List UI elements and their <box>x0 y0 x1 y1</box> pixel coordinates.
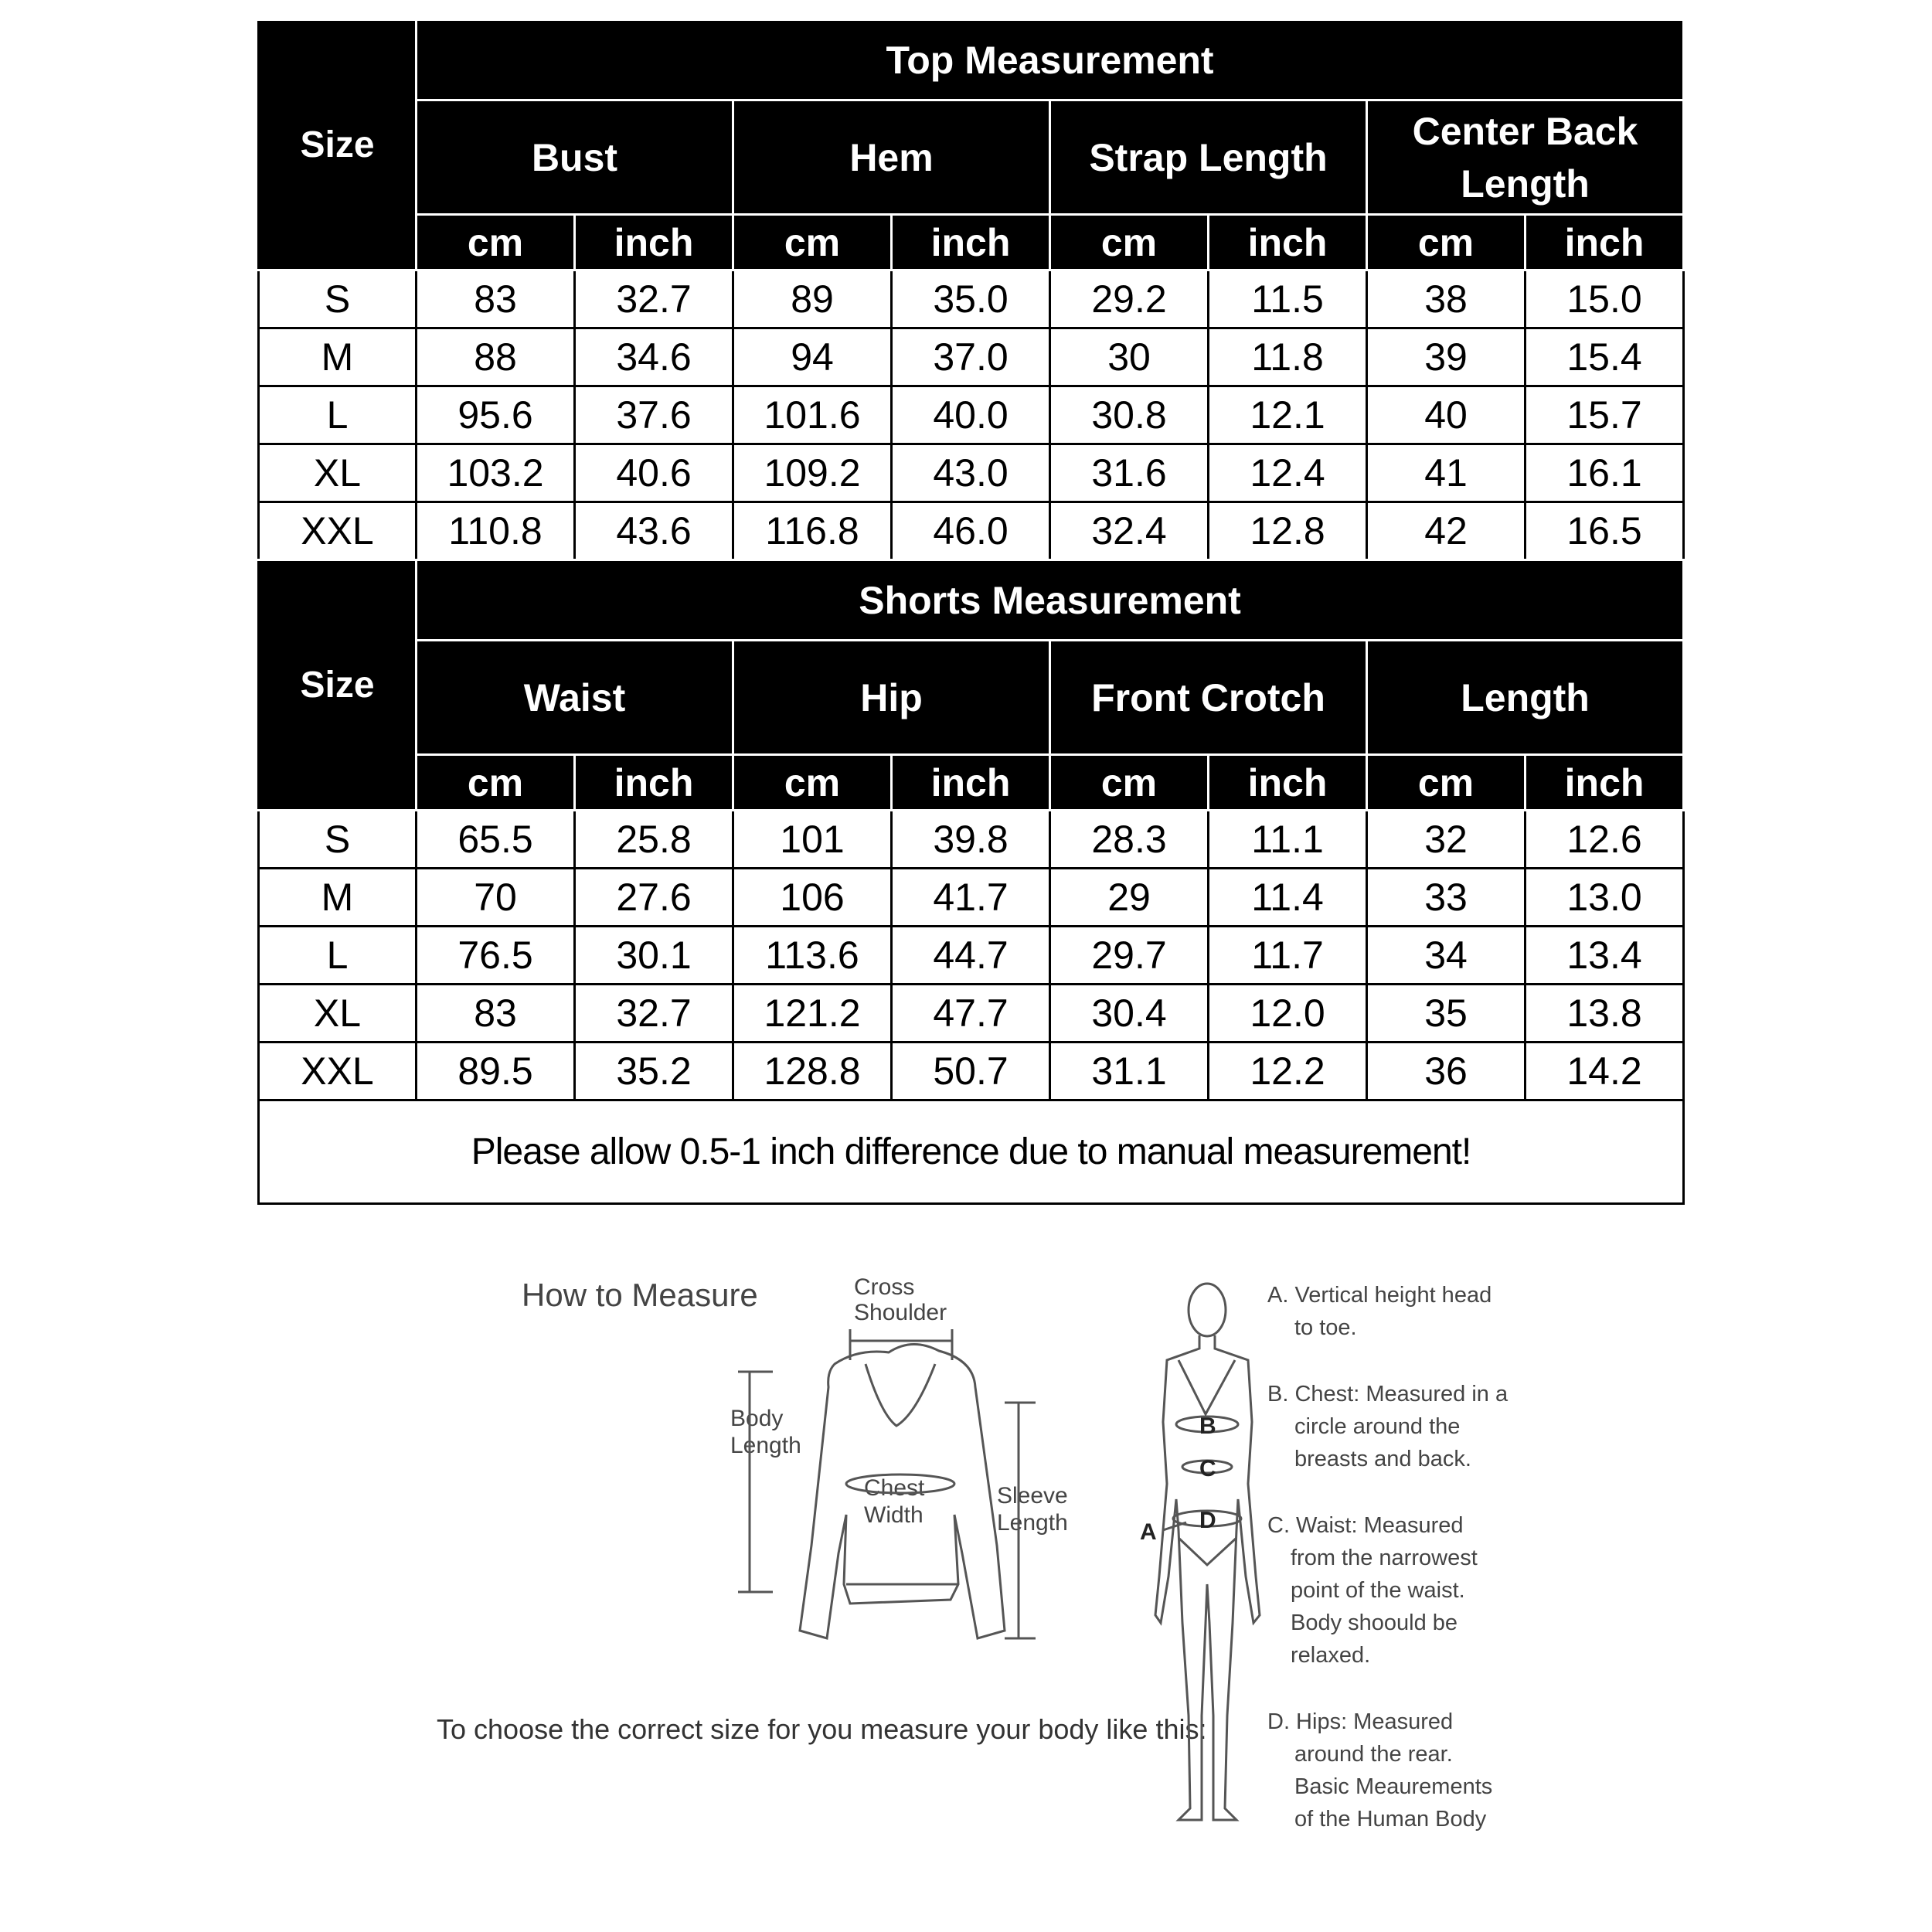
value-cell: 29.2 <box>1050 270 1209 328</box>
legend-c-line: relaxed. <box>1291 1643 1371 1668</box>
value-cell: 12.1 <box>1209 386 1367 444</box>
value-cell: 39 <box>1367 328 1526 386</box>
value-cell: 11.5 <box>1209 270 1367 328</box>
value-cell: 11.8 <box>1209 328 1367 386</box>
body-length-label: Length <box>730 1433 801 1458</box>
value-cell: 101.6 <box>733 386 892 444</box>
size-header: Size <box>259 560 417 811</box>
value-cell: 12.0 <box>1209 985 1367 1043</box>
guide-heading: How to Measure <box>522 1277 758 1313</box>
table-row <box>259 985 1684 1043</box>
length-header: Length <box>1367 641 1684 755</box>
size-cell: S <box>259 270 417 328</box>
unit-cell: inch <box>575 755 733 811</box>
unit-cell: cm <box>417 755 575 811</box>
guide-instruction: To choose the correct size for you measure your body like this: <box>437 1713 1207 1745</box>
unit-row <box>259 755 1684 811</box>
value-cell: 30.1 <box>575 927 733 985</box>
legend-c-line: Body shoould be <box>1291 1611 1458 1635</box>
value-cell: 11.4 <box>1209 869 1367 927</box>
unit-cell: inch <box>892 755 1050 811</box>
value-cell: 29 <box>1050 869 1209 927</box>
table-row <box>259 444 1684 502</box>
value-cell: 37.0 <box>892 328 1050 386</box>
hem-header: Hem <box>733 100 1050 215</box>
unit-cell: inch <box>1526 215 1684 270</box>
legend-b-line: circle around the <box>1294 1414 1461 1439</box>
value-cell: 32 <box>1367 811 1526 869</box>
shorts-measurement-table <box>257 559 1685 1205</box>
value-cell: 39.8 <box>892 811 1050 869</box>
bust-header: Bust <box>417 100 733 215</box>
value-cell: 30.4 <box>1050 985 1209 1043</box>
how-to-measure-guide <box>0 1221 1932 1932</box>
value-cell: 43.0 <box>892 444 1050 502</box>
value-cell: 13.0 <box>1526 869 1684 927</box>
value-cell: 83 <box>417 270 575 328</box>
value-cell: 38 <box>1367 270 1526 328</box>
size-cell: XXL <box>259 502 417 560</box>
value-cell: 43.6 <box>575 502 733 560</box>
table-row <box>259 270 1684 328</box>
value-cell: 65.5 <box>417 811 575 869</box>
value-cell: 41 <box>1367 444 1526 502</box>
size-cell: XL <box>259 985 417 1043</box>
legend-a-line: A. Vertical height head <box>1267 1283 1492 1308</box>
value-cell: 41.7 <box>892 869 1050 927</box>
body-length-label: Body <box>730 1406 784 1431</box>
value-cell: 101 <box>733 811 892 869</box>
size-cell: L <box>259 927 417 985</box>
value-cell: 36 <box>1367 1043 1526 1100</box>
table-row <box>259 328 1684 386</box>
chest-width-label: Width <box>864 1502 923 1528</box>
legend-b-line: B. Chest: Measured in a <box>1267 1382 1509 1406</box>
value-cell: 13.4 <box>1526 927 1684 985</box>
value-cell: 121.2 <box>733 985 892 1043</box>
value-cell: 12.6 <box>1526 811 1684 869</box>
unit-cell: cm <box>733 755 892 811</box>
value-cell: 35.0 <box>892 270 1050 328</box>
value-cell: 110.8 <box>417 502 575 560</box>
chest-width-label: Chest <box>864 1475 925 1501</box>
legend-c-line: point of the waist. <box>1291 1578 1465 1603</box>
unit-cell: inch <box>1209 215 1367 270</box>
unit-row <box>259 215 1684 270</box>
legend-c-line: from the narrowest <box>1291 1546 1478 1570</box>
value-cell: 34 <box>1367 927 1526 985</box>
table-row <box>259 811 1684 869</box>
unit-cell: cm <box>417 215 575 270</box>
value-cell: 12.2 <box>1209 1043 1367 1100</box>
legend-c-line: C. Waist: Measured <box>1267 1513 1464 1538</box>
size-cell: S <box>259 811 417 869</box>
size-cell: M <box>259 869 417 927</box>
value-cell: 15.0 <box>1526 270 1684 328</box>
point-b-label: B <box>1199 1413 1216 1439</box>
top-measurement-table <box>257 19 1685 561</box>
value-cell: 11.7 <box>1209 927 1367 985</box>
table-row <box>259 1043 1684 1100</box>
value-cell: 116.8 <box>733 502 892 560</box>
value-cell: 94 <box>733 328 892 386</box>
value-cell: 31.6 <box>1050 444 1209 502</box>
point-c-label: C <box>1199 1456 1216 1481</box>
value-cell: 89.5 <box>417 1043 575 1100</box>
body-length-arrow <box>738 1372 773 1592</box>
center-back-length-header: Center Back Length <box>1367 100 1684 215</box>
value-cell: 109.2 <box>733 444 892 502</box>
cross-shoulder-label: Shoulder <box>854 1300 947 1325</box>
value-cell: 34.6 <box>575 328 733 386</box>
point-a-label: A <box>1140 1519 1157 1545</box>
value-cell: 37.6 <box>575 386 733 444</box>
value-cell: 12.8 <box>1209 502 1367 560</box>
hip-header: Hip <box>733 641 1050 755</box>
unit-cell: inch <box>575 215 733 270</box>
value-cell: 70 <box>417 869 575 927</box>
cross-shoulder-label: Cross <box>854 1274 915 1300</box>
sleeve-length-label: Length <box>997 1510 1068 1536</box>
table-row <box>259 927 1684 985</box>
value-cell: 30 <box>1050 328 1209 386</box>
value-cell: 30.8 <box>1050 386 1209 444</box>
value-cell: 113.6 <box>733 927 892 985</box>
unit-cell: inch <box>1209 755 1367 811</box>
value-cell: 42 <box>1367 502 1526 560</box>
value-cell: 32.7 <box>575 270 733 328</box>
shorts-measurement-title: Shorts Measurement <box>417 560 1684 641</box>
value-cell: 13.8 <box>1526 985 1684 1043</box>
value-cell: 76.5 <box>417 927 575 985</box>
measurement-note: Please allow 0.5-1 inch difference due to manual measurement! <box>259 1100 1684 1204</box>
value-cell: 83 <box>417 985 575 1043</box>
size-cell: L <box>259 386 417 444</box>
size-header: Size <box>259 20 417 270</box>
value-cell: 28.3 <box>1050 811 1209 869</box>
value-cell: 88 <box>417 328 575 386</box>
value-cell: 47.7 <box>892 985 1050 1043</box>
size-cell: M <box>259 328 417 386</box>
legend-d-line: of the Human Body <box>1294 1807 1487 1832</box>
waist-header: Waist <box>417 641 733 755</box>
value-cell: 35.2 <box>575 1043 733 1100</box>
value-cell: 16.5 <box>1526 502 1684 560</box>
value-cell: 40 <box>1367 386 1526 444</box>
front-crotch-header: Front Crotch <box>1050 641 1367 755</box>
cross-shoulder-arrow <box>850 1329 952 1360</box>
value-cell: 46.0 <box>892 502 1050 560</box>
value-cell: 32.7 <box>575 985 733 1043</box>
value-cell: 27.6 <box>575 869 733 927</box>
unit-cell: inch <box>892 215 1050 270</box>
value-cell: 40.6 <box>575 444 733 502</box>
value-cell: 29.7 <box>1050 927 1209 985</box>
value-cell: 16.1 <box>1526 444 1684 502</box>
value-cell: 103.2 <box>417 444 575 502</box>
value-cell: 106 <box>733 869 892 927</box>
value-cell: 50.7 <box>892 1043 1050 1100</box>
top-measurement-title: Top Measurement <box>417 20 1684 100</box>
unit-cell: cm <box>1367 755 1526 811</box>
legend-d-line: D. Hips: Measured <box>1267 1709 1454 1734</box>
value-cell: 31.1 <box>1050 1043 1209 1100</box>
table-row <box>259 502 1684 560</box>
value-cell: 128.8 <box>733 1043 892 1100</box>
value-cell: 89 <box>733 270 892 328</box>
value-cell: 40.0 <box>892 386 1050 444</box>
unit-cell: inch <box>1526 755 1684 811</box>
table-row <box>259 869 1684 927</box>
value-cell: 95.6 <box>417 386 575 444</box>
unit-cell: cm <box>1050 755 1209 811</box>
legend-a-line: to toe. <box>1294 1315 1357 1340</box>
legend-d-line: around the rear. <box>1294 1742 1453 1767</box>
value-cell: 35 <box>1367 985 1526 1043</box>
value-cell: 44.7 <box>892 927 1050 985</box>
value-cell: 15.4 <box>1526 328 1684 386</box>
size-cell: XXL <box>259 1043 417 1100</box>
unit-cell: cm <box>1367 215 1526 270</box>
size-cell: XL <box>259 444 417 502</box>
unit-cell: cm <box>733 215 892 270</box>
strap-length-header: Strap Length <box>1050 100 1367 215</box>
value-cell: 14.2 <box>1526 1043 1684 1100</box>
value-cell: 25.8 <box>575 811 733 869</box>
value-cell: 15.7 <box>1526 386 1684 444</box>
table-row <box>259 386 1684 444</box>
value-cell: 11.1 <box>1209 811 1367 869</box>
point-d-label: D <box>1199 1508 1216 1533</box>
value-cell: 12.4 <box>1209 444 1367 502</box>
legend-d-line: Basic Meaurements <box>1294 1774 1493 1799</box>
unit-cell: cm <box>1050 215 1209 270</box>
value-cell: 32.4 <box>1050 502 1209 560</box>
sleeve-length-label: Sleeve <box>997 1483 1068 1509</box>
legend-b-line: breasts and back. <box>1294 1447 1471 1471</box>
value-cell: 33 <box>1367 869 1526 927</box>
